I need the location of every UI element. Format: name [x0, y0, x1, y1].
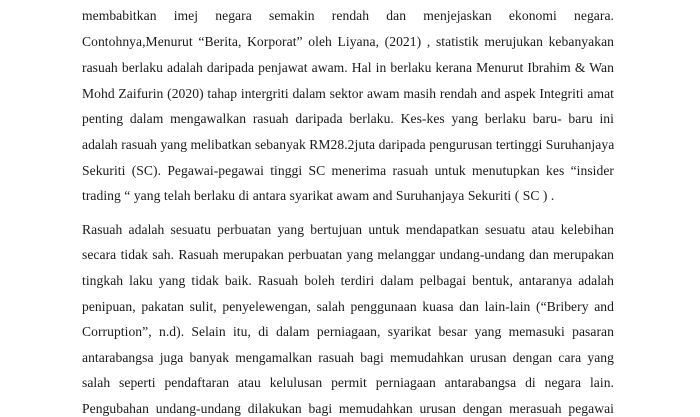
text-line: tingkah laku yang tidak baik. Rasuah boleh terdiri dalam pelbagai bentuk, antaranya adalah [82, 273, 614, 288]
text-line: membabitkan imej negara semakin rendah dan menjejaskan ekonomi negara. [82, 8, 614, 23]
text-line: Contohnya,Menurut “Berita, Korporat” oleh Liyana, (2021) , statistik merujukan kebanyakan [82, 34, 614, 49]
text-line: penting dalam mengawalkan rasuah daripada berlaku. Kes-kes yang berlaku baru- baru ini [82, 111, 614, 126]
text-line: Pengubahan undang-undang dilakukan bagi memudahkan urusan dengan merasuah pegawai [82, 401, 614, 416]
text-line: secara tidak sah. Rasuah merupakan perbuatan yang melanggar undang-undang dan merupakan [82, 247, 614, 262]
text-line: rasuah berlaku adalah daripada penjawat awam. Hal in berlaku kerana Menurut Ibrahim & Wan [82, 60, 614, 75]
text-line: antarabangsa juga banyak mengamalkan rasuah bagi memudahkan urusan dengan cara yang [82, 350, 614, 365]
text-line: Mohd Zaifurin (2020) tahap intergriti dalam sektor awam masih rendah and aspek Integriti amat [82, 86, 614, 101]
text-line: adalah rasuah yang melibatkan sebanyak RM28.2juta daripada pengurusan tertinggi Suruhanjaya [82, 137, 615, 152]
text-line: trading “ yang telah berlaku di antara syarikat awam and Suruhanjaya Sekuriti ( SC ) . [82, 188, 555, 203]
text-line: Corruption”, n.d). Selain itu, di dalam perniagaan, syarikat besar yang memasuki pasaran [82, 324, 614, 339]
text-line: salah seperti pendaftaran atau kelulusan permit perniagaan antarabangsa di negara lain. [82, 375, 614, 390]
text-line: penipuan, pakatan sulit, penyelewengan, salah penggunaan kuasa dan lain-lain (“Bribery and [82, 299, 614, 314]
text-line: Rasuah adalah sesuatu perbuatan yang bertujuan untuk mendapatkan sesuatu atau kelebihan [82, 222, 614, 237]
text-line: Sekuriti (SC). Pegawai-pegawai tinggi SC menerima rasuah untuk menutupkan kes “insider [82, 163, 614, 178]
